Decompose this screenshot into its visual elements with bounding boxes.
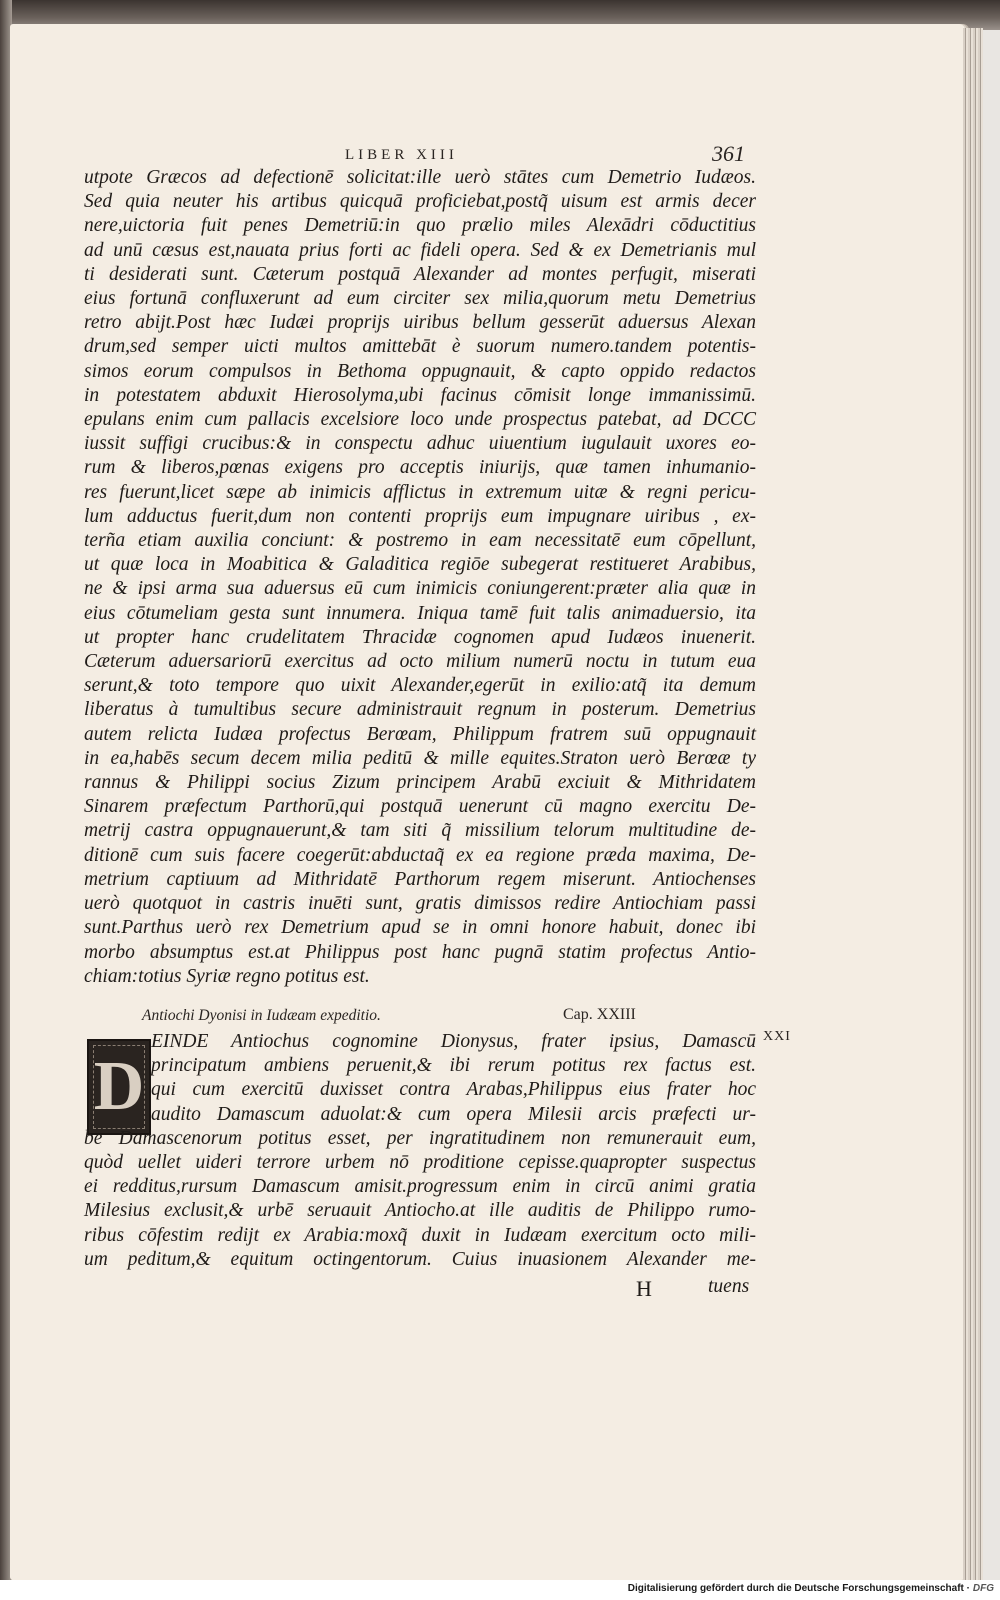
text-line: iussit suffigi crucibus:& in conspectu adhuc uiuentium iugulauit uxores eo- xyxy=(84,433,756,455)
text-line: serunt,& toto tempore quo uixit Alexander,egerūt in exilio:atq̃ ita demum xyxy=(84,675,756,697)
text-line: ribus cōfestim redijt ex Arabia:moxq̃ duxit in Iudæam exercitum octo mili- xyxy=(84,1224,756,1246)
text-line: quòd uellet uideri terrore urbem nō proditione cepisse.quapropter suspectus xyxy=(84,1152,756,1174)
text-line: sunt.Parthus uerò rex Demetrium apud se in omni honore habuit, donec ibi xyxy=(84,917,756,939)
chapter-text-block xyxy=(84,1030,756,1272)
text-line: EINDE Antiochus cognomine Dionysus, frater ipsius, Damascū xyxy=(151,1031,756,1052)
text-line: uerò quotquot in castris inuēti sunt, gratis dimissos redire Antiochiam passi xyxy=(84,893,756,915)
text-line: morbo absumptus est.at Philippus post hanc pugnā statim profectus Antio- xyxy=(84,941,756,963)
signature-mark: H xyxy=(636,1276,652,1301)
text-line: um peditum,& equitum octingentorum. Cuius inuasionem Alexander me- xyxy=(84,1248,756,1270)
text-line: Sinarem præfectum Parthorū,qui postquā uenerunt cū magno exercitu De- xyxy=(84,796,756,818)
text-line: ad unū cæsus est,nauata prius forti ac fideli opera. Sed & ex Demetrianis mul xyxy=(84,239,756,261)
text-line: simos eorum compulsos in Bethoma oppugnauit, & capto oppido redactos xyxy=(84,360,756,382)
text-line: rannus & Philippi socius Zizum principem Arabū exciuit & Mithridatem xyxy=(84,772,756,794)
running-head: LIBER XIII xyxy=(345,147,458,163)
text-line: ditionē cum suis facere coegerūt:abductaq̃ ex ea regione præda maxima, De- xyxy=(84,844,756,866)
initial-letter: D xyxy=(93,1048,145,1125)
text-line: res fuerunt,licet sæpe ab inimicis afflictus in extremum uitæ & regni pericu- xyxy=(84,481,756,503)
text-line: ne & ipsi arma sua aduersus eū cum inimicis coniungerent:præter alia quæ in xyxy=(84,578,756,600)
credit-text: Digitalisierung gefördert durch die Deutsche Forschungsgemeinschaft · xyxy=(627,1583,970,1594)
text-line: ti desiderati sunt. Cæterum postquā Alexander ad montes perfugit, miserati xyxy=(84,263,756,285)
text-line: utpote Græcos ad defectionē solicitat:ille uerò stātes cum Demetrio Iudæos. xyxy=(84,167,756,188)
margin-note: XXI xyxy=(763,1029,791,1044)
page-edges xyxy=(963,28,983,1580)
text-line: eius cōtumeliam gesta sunt innumera. Iniqua tamē fuit talis animaduersio, ita xyxy=(84,602,756,624)
chapter-number: Cap. XXIII xyxy=(563,1006,636,1023)
text-line: ei redditus,rursum Damascum amisit.progressum enim in circū animi gratia xyxy=(84,1176,756,1198)
text-line: be Damascenorum potitus esset, per ingratitudinem non remunerauit eum, xyxy=(84,1127,756,1149)
text-line: terña etiam auxilia conciunt: & postremo in eam necessitatē eum cōpellunt, xyxy=(84,530,756,552)
text-line: Sed quia neuter his artibus quicquā proficiebat,postq̃ uisum est armis decer xyxy=(84,191,756,213)
text-line: drum,sed semper uicti multos amittebāt è suorum numero.tandem potentis- xyxy=(84,336,756,358)
dfg-logo: DFG xyxy=(972,1583,994,1594)
catchword: tuens xyxy=(708,1276,750,1297)
text-line: nere,uictoria fuit penes Demetriū:in quo prælio miles Alexādri cōductitius xyxy=(84,215,756,237)
text-line: in ea,habēs secum decem milia peditū & mille equites.Straton uerò Berœæ ty xyxy=(84,747,756,769)
text-line: liberatus à tumultibus secure administrauit regnum in posterum. Demetrius xyxy=(84,699,756,721)
text-line: principatum ambiens peruenit,& ibi rerum potitus rex factus est. xyxy=(151,1055,756,1077)
text-line: ut propter hanc crudelitatem Thracidæ cognomen apud Iudæos inuenerit. xyxy=(84,626,756,648)
text-line: metrij castra oppugnauerunt,& tam siti q̃ missilium telorum multitudine de- xyxy=(84,820,756,842)
text-line: eius fortunā confluxerunt ad eum circiter sex milia,quorum metu Demetrius xyxy=(84,288,756,310)
page-number: 361 xyxy=(712,141,745,166)
text-line: Milesius exclusit,& urbē seruauit Antiocho.at ille auditis de Philippo rumo- xyxy=(84,1200,756,1222)
text-line: chiam:totius Syriæ regno potitus est. xyxy=(84,965,370,987)
text-line: audito Damascum aduolat:& cum opera Milesii arcis præfecti ur- xyxy=(151,1103,756,1125)
chapter-title: Antiochi Dyonisi in Iudæam expeditio. xyxy=(142,1007,381,1024)
text-line: autem relicta Iudæa profectus Berœam, Philippum fratrem suū oppugnauit xyxy=(84,723,756,745)
text-line: Cæterum aduersariorū exercitus ad octo milium numerū noctu in tutum eua xyxy=(84,651,756,673)
text-line: ut quæ loca in Moabitica & Galaditica regiōe subegerat restitueret Arabibus, xyxy=(84,554,756,576)
text-line: metrium captiuum ad Mithridatē Parthorum regem miserunt. Antiochenses xyxy=(84,868,756,890)
text-line: in potestatem abduxit Hierosolyma,ubi facinus cōmisit longe immanissimū. xyxy=(84,384,756,406)
main-text-block xyxy=(84,166,756,989)
text-line: qui cum exercitū duxisset contra Arabas,Philippus eius frater hoc xyxy=(151,1079,756,1101)
text-line: epulans enim cum pallacis excelsiore loco unde prospectus patebat, ad DCCC xyxy=(84,409,756,431)
text-line: rum & liberos,pœnas exigens pro acceptis iniurijs, quæ tamen inhumanio- xyxy=(84,457,756,479)
text-line: retro abijt.Post hæc Iudæi proprijs uiribus bellum gesserūt aduersus Alexan xyxy=(84,312,756,334)
text-line: lum adductus fuerit,dum non contenti proprijs eum impugnare uiribus , ex- xyxy=(84,505,756,527)
